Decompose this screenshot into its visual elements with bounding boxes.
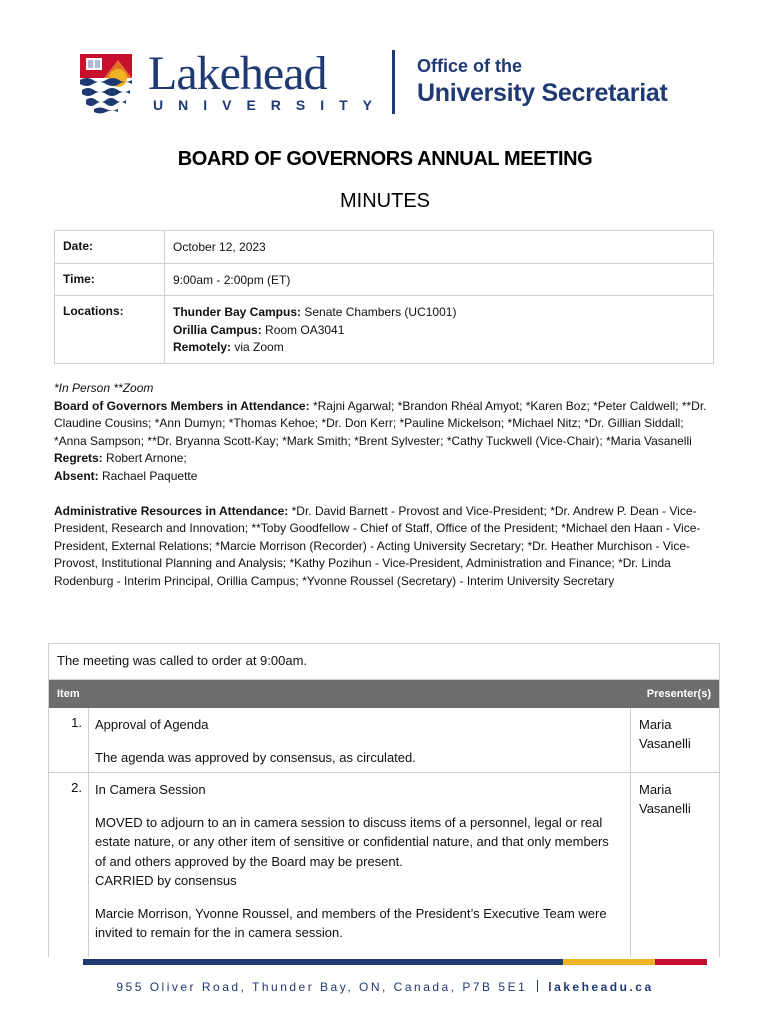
attendance-section	[54, 380, 718, 591]
footer-address: 955 Oliver Road, Thunder Bay, ON, Canada, P7B 5E1	[116, 980, 528, 994]
absent-list: Rachael Paquette	[102, 468, 198, 483]
document-subtitle: MINUTES	[340, 190, 430, 212]
agenda-header-row	[49, 680, 719, 708]
time-row	[55, 263, 713, 295]
attendance-legend: *In Person **Zoom	[54, 381, 154, 395]
agenda-item-body	[89, 773, 631, 957]
agenda-table	[48, 643, 720, 957]
absent-paragraph	[54, 468, 718, 486]
letterhead	[78, 48, 698, 118]
regrets-label: Regrets:	[54, 451, 103, 466]
time-value: 9:00am - 2:00pm (ET)	[173, 273, 291, 287]
date-label: Date:	[55, 231, 165, 263]
members-paragraph	[54, 398, 718, 451]
locations-label: Locations:	[55, 296, 165, 363]
agenda-intro: The meeting was called to order at 9:00am.	[49, 644, 719, 680]
admin-paragraph	[54, 503, 718, 591]
agenda-row	[49, 773, 719, 957]
regrets-paragraph	[54, 450, 718, 468]
agenda-item-text: CARRIED by consensus	[95, 873, 237, 888]
office-name-line2: University Secretariat	[417, 79, 668, 107]
members-label: Board of Governors Members in Attendance:	[54, 398, 310, 413]
header-divider	[392, 50, 395, 114]
location-line: Remotely: via Zoom	[173, 340, 284, 354]
agenda-item-text: The agenda was approved by consensus, as circulated.	[95, 749, 416, 765]
column-header-presenter: Presenter(s)	[646, 688, 711, 700]
admin-label: Administrative Resources in Attendance:	[54, 503, 289, 518]
agenda-item-text: Marcie Morrison, Yvonne Roussel, and members of the President’s Executive Team were invited to remain for the in camera session.	[95, 905, 607, 940]
agenda-row	[49, 708, 719, 773]
agenda-item-number: 1.	[49, 708, 89, 772]
agenda-item-title: In Camera Session	[95, 782, 206, 797]
footer-color-bar	[83, 959, 707, 965]
footer	[0, 980, 770, 994]
footer-bar-blue	[83, 959, 563, 965]
date-row	[55, 231, 713, 263]
absent-label: Absent:	[54, 468, 99, 483]
date-value: October 12, 2023	[173, 240, 266, 254]
document-title: BOARD OF GOVERNORS ANNUAL MEETING	[177, 148, 593, 170]
members-list: *Rajni Agarwal; *Brandon Rhéal Amyot; *Karen Boz; *Peter Caldwell; **Dr. Claudine Cousins; *Ann Dumyn; *Thomas Kehoe; *Dr. Don Kerr; *Pauline Mickelson; *Michael Nitz; *Dr. Gillian Siddall; *Anna Sampson; **Dr. Bryanna Scott-Kay; *Mark Smith; *Brent Sylvester; *Cathy Tuckwell (Vice-Chair); *Maria Vasanelli	[54, 398, 707, 448]
admin-list: *Dr. David Barnett - Provost and Vice-President; *Dr. Andrew P. Dean - Vice-President, Research and Innovation; **Toby Goodfellow - Chief of Staff, Office of the President; *Michael den Haan - Vice-President, External Relations; *Marcie Morrison (Recorder) - Acting University Secretary; *Dr. Heather Murchison - Vice-Provost, Institutional Planning and Analysis; *Kathy Pozihun - Vice-President, Administration and Finance; *Dr. Linda Rodenburg - Interim Principal, Orillia Campus; *Yvonne Roussel (Secretary) - Interim University Secretary	[54, 503, 701, 588]
location-line: Orillia Campus: Room OA3041	[173, 322, 345, 337]
footer-website-link[interactable]: lakeheadu.ca	[548, 980, 654, 994]
agenda-item-number: 2.	[49, 773, 89, 957]
logo-wordmark: Lakehead	[148, 47, 327, 100]
time-label: Time:	[55, 264, 165, 295]
office-name-line1: Office of the	[417, 56, 523, 76]
agenda-item-presenter: Maria Vasanelli	[639, 717, 691, 751]
location-line: Thunder Bay Campus: Senate Chambers (UC1001)	[173, 305, 457, 319]
footer-separator	[537, 980, 538, 992]
agenda-item-title: Approval of Agenda	[95, 717, 209, 732]
agenda-item-body	[89, 708, 631, 772]
footer-bar-red	[655, 959, 707, 965]
logo-subtitle: UNIVERSITY	[153, 97, 388, 113]
column-header-item: Item	[57, 688, 80, 700]
agenda-item-text: MOVED to adjourn to an in camera session to discuss items of a personnel, legal or real estate nature, or any other item of sensitive or confidential nature, and that only members of and others approved by the Board may be present.	[95, 814, 609, 869]
regrets-list: Robert Arnone;	[106, 451, 187, 466]
agenda-item-presenter: Maria Vasanelli	[639, 782, 691, 816]
university-crest-icon	[78, 52, 134, 116]
meeting-details-table	[54, 230, 714, 364]
footer-bar-gold	[563, 959, 655, 965]
locations-value	[165, 296, 713, 363]
locations-row	[55, 295, 713, 363]
